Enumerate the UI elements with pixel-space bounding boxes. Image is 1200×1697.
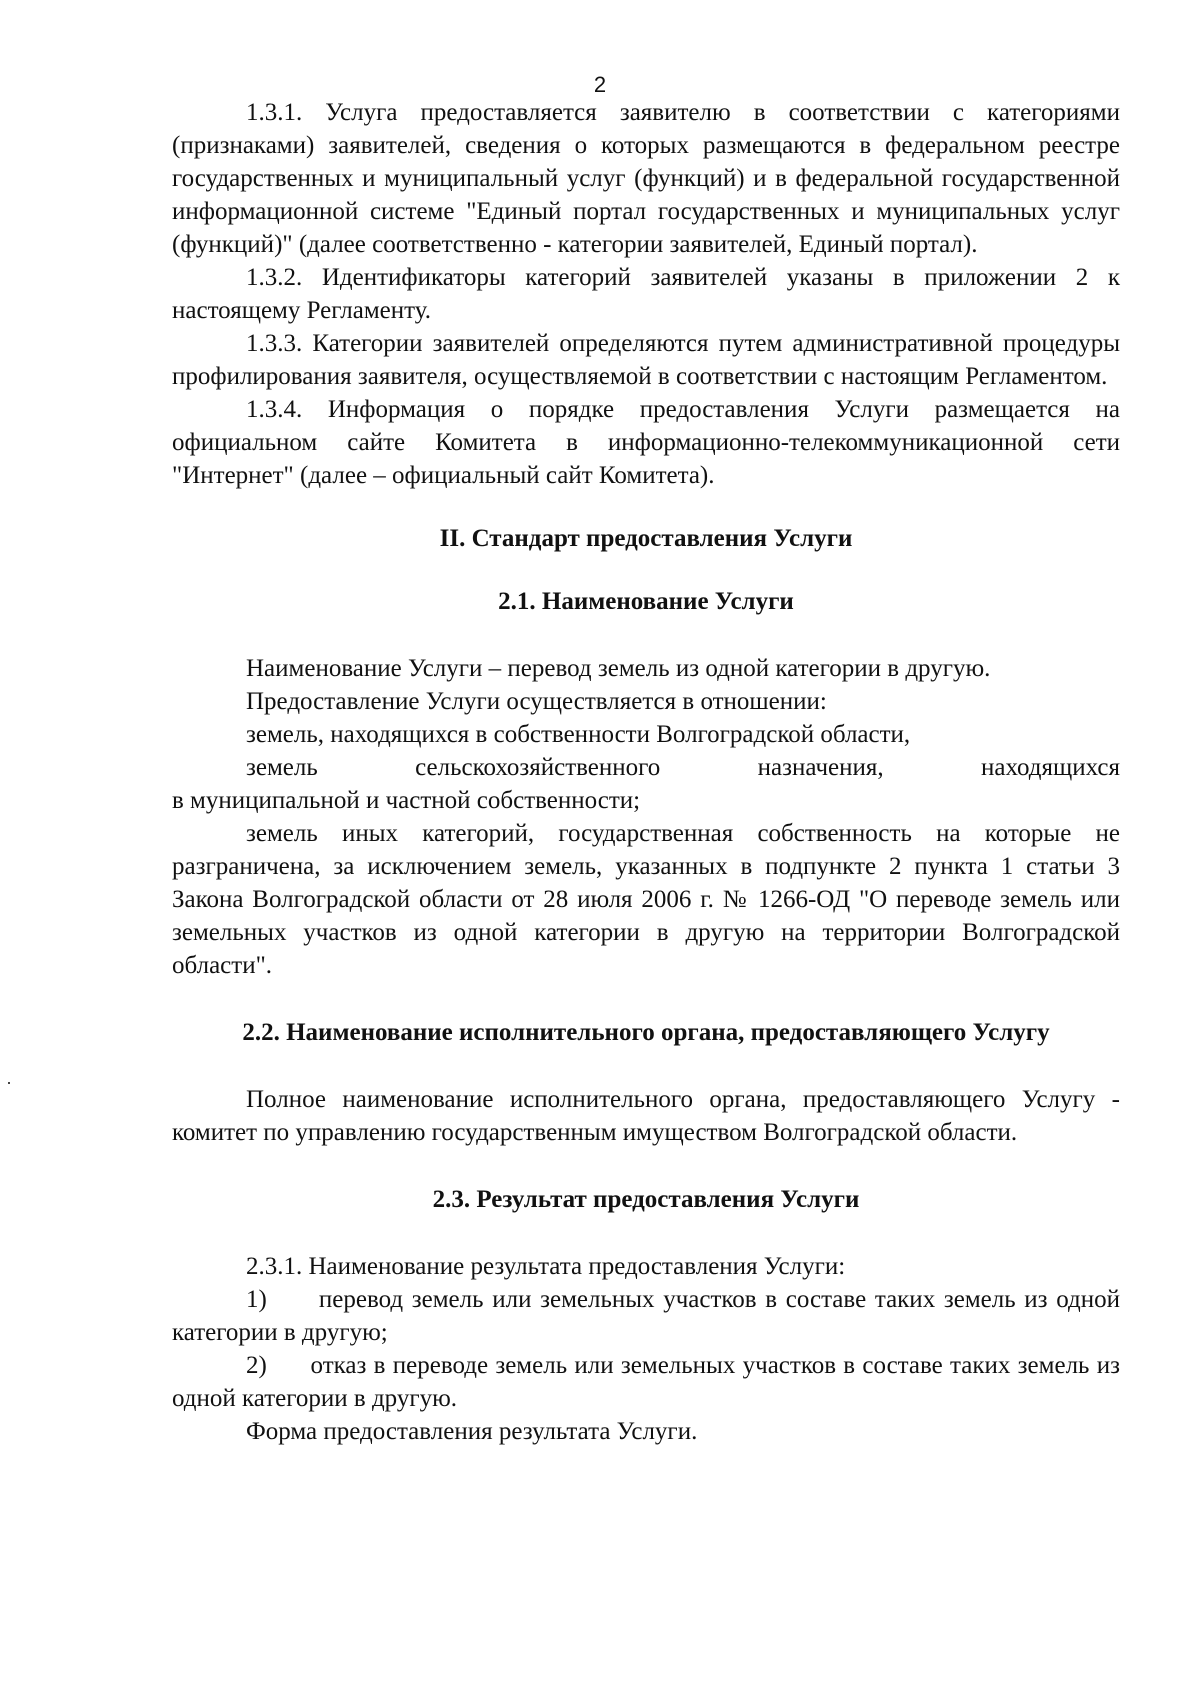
paragraph-2-2-1: Полное наименование исполнительного органа, предоставляющего Услугу - комитет по управлению государственным имуществом Волгоградской области. bbox=[172, 1086, 1120, 1146]
paragraph-2-1-2: Предоставление Услуги осуществляется в отношении: bbox=[246, 688, 827, 715]
paragraph-1-3-2: 1.3.2. Идентификаторы категорий заявителей указаны в приложении 2 к настоящему Регламенту. bbox=[172, 264, 1120, 324]
spacer bbox=[172, 1149, 1120, 1183]
heading-section-2: II. Стандарт предоставления Услуги bbox=[439, 525, 853, 552]
list-item-1: 1) перевод земель или земельных участков в составе таких земель из одной категории в другую; bbox=[172, 1286, 1127, 1346]
heading-2-3: 2.3. Результат предоставления Услуги bbox=[432, 1186, 860, 1213]
paragraph-1-3-3: 1.3.3. Категории заявителей определяются путем административной процедуры профилирования заявителя, осуществляемой в соответствии с настоящим Регламентом. bbox=[172, 330, 1120, 390]
spacer bbox=[172, 982, 1120, 1016]
paragraph-2-1-4a: земель сельскохозяйственного назначения, находящихся bbox=[246, 754, 1120, 781]
paragraph-1-3-4: 1.3.4. Информация о порядке предоставления Услуги размещается на официальном сайте Комитета в информационно-телекоммуникационной сети "Интернет" (далее – официальный сайт Комитета). bbox=[172, 396, 1120, 489]
spacer bbox=[172, 1216, 1120, 1250]
spacer bbox=[172, 1049, 1120, 1083]
paragraph-2-3-2: Форма предоставления результата Услуги. bbox=[246, 1418, 698, 1445]
paragraph-2-1-4b: в муниципальной и частной собственности; bbox=[172, 787, 641, 814]
heading-2-1: 2.1. Наименование Услуги bbox=[498, 588, 794, 615]
paragraph-2-1-3: земель, находящихся в собственности Волгоградской области, bbox=[246, 721, 911, 748]
scan-artifact-dot bbox=[8, 1082, 10, 1084]
paragraph-2-3-1: 2.3.1. Наименование результата предоставления Услуги: bbox=[246, 1253, 846, 1280]
spacer bbox=[172, 555, 1120, 585]
paragraph-2-1-5: земель иных категорий, государственная собственность на которые не разграничена, за исключением земель, указанных в подпункте 2 пункта 1 статьи 3 Закона Волгоградской области от 28 июля 2006 г. № 1266-ОД "О переводе земель или земельных участков из одной категории в другую на территории Волгоградской области". bbox=[172, 820, 1120, 979]
document-body bbox=[172, 96, 1127, 1448]
page-number: 2 bbox=[593, 72, 607, 97]
heading-2-2: 2.2. Наименование исполнительного органа, предоставляющего Услугу bbox=[242, 1019, 1050, 1046]
spacer bbox=[172, 618, 1120, 652]
paragraph-2-1-1: Наименование Услуги – перевод земель из одной категории в другую. bbox=[246, 655, 991, 682]
list-item-2: 2) отказ в переводе земель или земельных участков в составе таких земель из одной категории в другую. bbox=[172, 1352, 1127, 1412]
spacer bbox=[172, 492, 1120, 522]
paragraph-1-3-1: 1.3.1. Услуга предоставляется заявителю в соответствии с категориями (признаками) заявителей, сведения о которых размещаются в федеральном реестре государственных и муниципальный услуг (функций) и в федеральной государственной информационной системе "Единый портал государственных и муниципальных услуг (функций)" (далее соответственно - категории заявителей, Единый портал). bbox=[172, 99, 1120, 258]
